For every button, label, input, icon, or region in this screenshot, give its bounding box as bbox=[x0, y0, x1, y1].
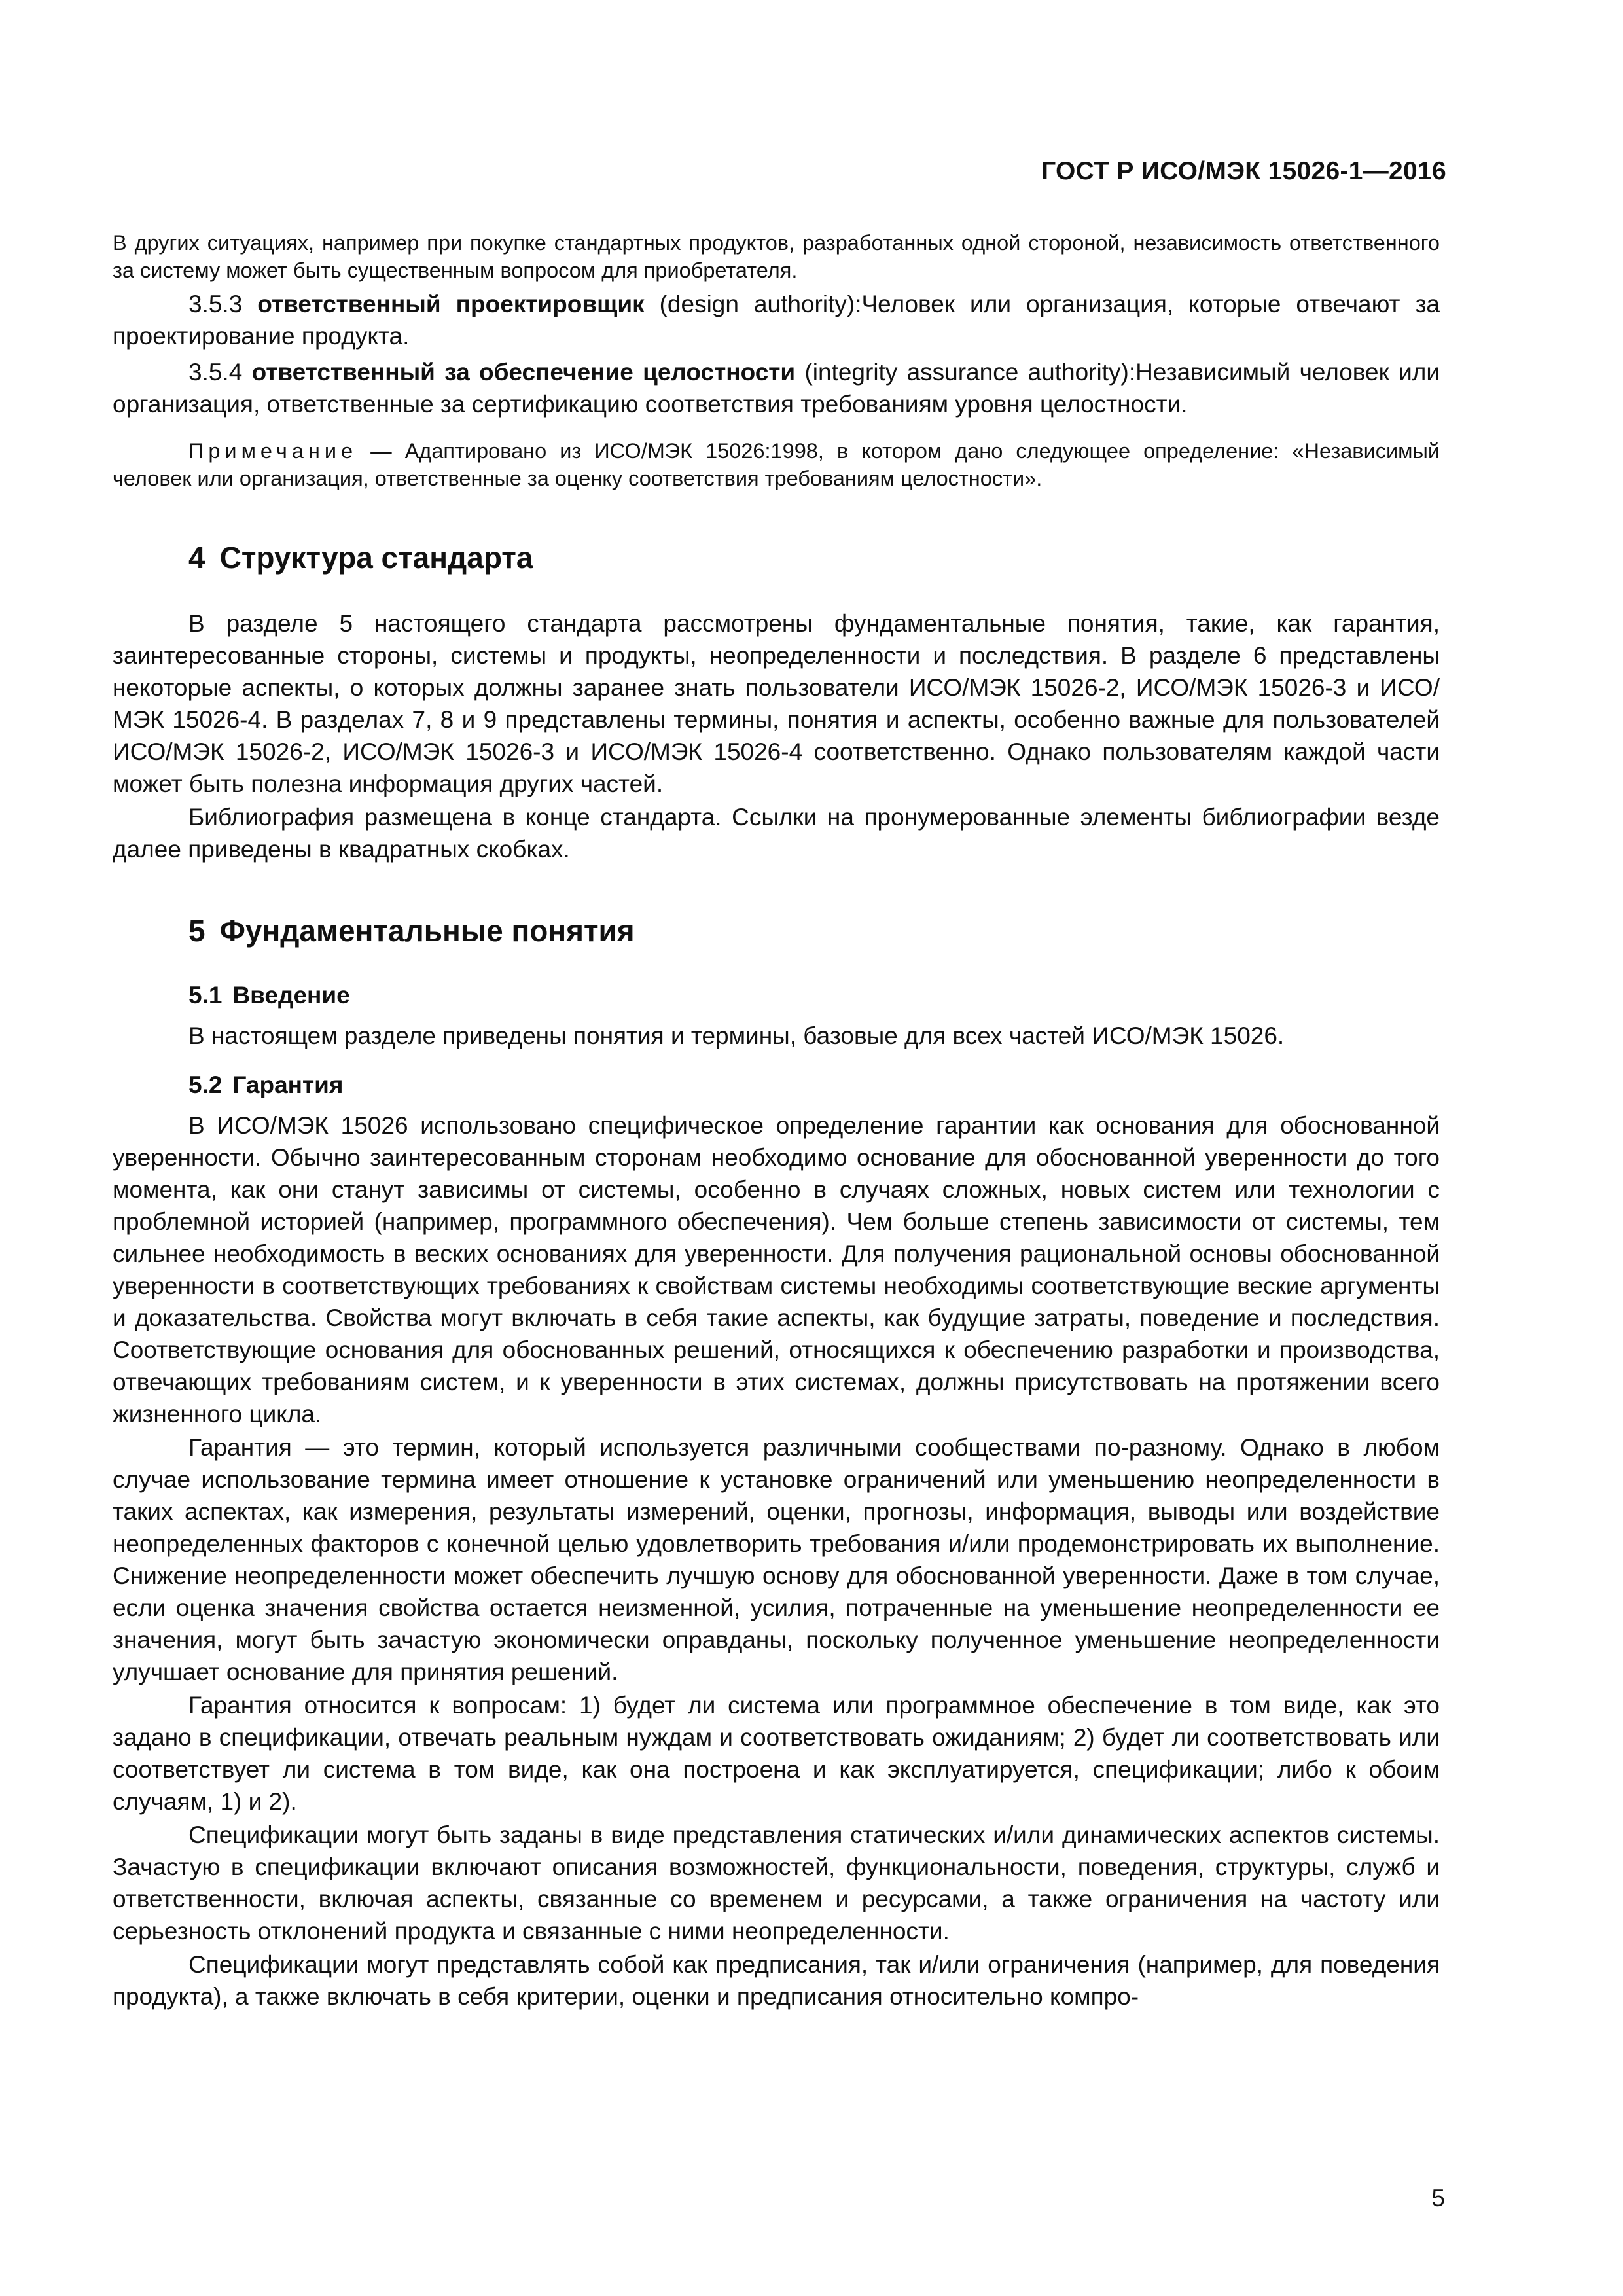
term-english: (integrity assurance authority) bbox=[804, 359, 1129, 386]
term-name: ответственный за обеспечение целостности bbox=[251, 359, 796, 386]
note-label: Примечание bbox=[188, 439, 358, 463]
section-4-heading bbox=[188, 539, 1440, 576]
section-title: Структура стандарта bbox=[219, 541, 533, 575]
page-number: 5 bbox=[1431, 2185, 1445, 2212]
term-3-5-3 bbox=[113, 288, 1440, 352]
term-3-5-4 bbox=[113, 356, 1440, 420]
note bbox=[113, 437, 1440, 492]
intro-paragraph: В других ситуациях, например при покупке стандартных продуктов, разработанных одной стороной, независимость ответственного за систему может быть существенным вопросом для приобретателя. bbox=[113, 231, 1440, 282]
subsection-number: 5.1 bbox=[188, 982, 223, 1009]
subsection-5-2-paragraph: Гарантия относится к вопросам: 1) будет ли система или программное обеспечение в том виде, как это задано в спецификации, отвечать реальным нуждам и соответствовать ожиданиям; 2) будет ли соответствовать или соответствует ли система в том виде, как она построена и как эксплуатируется, спецификации; либо к обоим случаям, 1) и 2). bbox=[113, 1692, 1440, 1815]
section-number: 5 bbox=[188, 914, 205, 948]
term-name: ответственный проектировщик bbox=[257, 291, 645, 317]
section-4-paragraph: Библиография размещена в конце стандарта. Ссылки на пронумерованные элементы библиографии везде далее приведены в квадратных скобках. bbox=[113, 804, 1440, 863]
term-english: (design authority) bbox=[659, 291, 855, 317]
subsection-5-1-text: В настоящем разделе приведены понятия и термины, базовые для всех частей ИСО/МЭК 15026. bbox=[188, 1022, 1285, 1049]
subsection-title: Введение bbox=[232, 982, 350, 1009]
term-definition: :Человек или организация, которые отвечают за проектирование продукта. bbox=[113, 291, 1440, 350]
standard-header: ГОСТ Р ИСО/МЭК 15026-1—2016 bbox=[1041, 157, 1446, 185]
page-content bbox=[113, 229, 1440, 2014]
section-5-heading bbox=[188, 912, 1440, 949]
subsection-5-2-paragraph: Спецификации могут быть заданы в виде представления статических и/или динамических аспектов системы. Зачастую в спецификации включают описания возможностей, функциональности, поведения, структуры, служб и ответственности, включая аспекты, связанные со временем и ресурсами, а также ограничения на частоту или серьезность отклонений продукта и связанные с ними неопределенности. bbox=[113, 1821, 1440, 1945]
section-title: Фундаментальные понятия bbox=[219, 914, 635, 948]
term-number: 3.5.3 bbox=[188, 291, 243, 317]
section-4-paragraph: В разделе 5 настоящего стандарта рассмотрены фундаментальные понятия, такие, как гарантия, заинтересованные стороны, системы и продукты, неопределенности и последствия. В разделе 6 представлены некоторые аспекты, о которых должны заранее знать пользователи ИСО/МЭК 15026-2, ИСО/МЭК 15026-3 и ИСО/МЭК 15026-4. В разделах 7, 8 и 9 представлены термины, понятия и аспекты, особенно важные для пользователей ИСО/МЭК 15026-2, ИСО/МЭК 15026-3 и ИСО/МЭК 15026-4 соответственно. Однако пользователям каждой части может быть полезна информация других частей. bbox=[113, 610, 1440, 797]
subsection-5-1-heading bbox=[188, 980, 1440, 1011]
subsection-5-2-paragraph: Спецификации могут представлять собой как предписания, так и/или ограничения (например, для поведения продукта), а также включать в себя критерии, оценки и предписания относительно компро- bbox=[113, 1951, 1440, 2010]
term-number: 3.5.4 bbox=[188, 359, 243, 386]
subsection-number: 5.2 bbox=[188, 1071, 223, 1098]
subsection-5-2-heading bbox=[188, 1070, 1440, 1100]
subsection-5-2-paragraph: Гарантия — это термин, который используется различными сообществами по-разному. Однако в любом случае использование термина имеет отношение к установке ограничений или уменьшению неопределенности в таких аспектах, как измерения, результаты измерений, оценки, прогнозы, информация, выводы или воздействие неопределенных факторов с конечной целью удовлетворить требования и/или продемонстрировать их выполнение. Снижение неопределенности может обеспечить лучшую основу для обоснованной уверенности. Даже в том случае, если оценка значения свойства остается неизменной, усилия, потраченные на уменьшение неопределенности ее значения, могут быть зачастую экономически оправданы, поскольку полученное уменьшение неопределенности улучшает основание для принятия решений. bbox=[113, 1434, 1440, 1685]
subsection-5-2-paragraph: В ИСО/МЭК 15026 использовано специфическое определение гарантии как основания для обоснованной уверенности. Обычно заинтересованным сторонам необходимо основание для обоснованной уверенности до того момента, как они станут зависимы от системы, особенно в случаях сложных, новых систем или технологии с проблемной историей (например, программного обеспечения). Чем больше степень зависимости от системы, тем сильнее необходимость в веских основаниях для уверенности. Для получения рациональной основы обоснованной уверенности в соответствующих требованиях к свойствам системы необходимы соответствующие веские аргументы и доказательства. Свойства могут включать в себя такие аспекты, как будущие затраты, поведение и последствия. Соответствующие основания для обоснованных решений, относящихся к обеспечению разработки и производства, отвечающих требованиям систем, и к уверенности в этих системах, должны присутствовать на протяжении всего жизненного цикла. bbox=[113, 1112, 1440, 1427]
note-text: — Адаптировано из ИСО/МЭК 15026:1998, в котором дано следующее определение: «Независимый человек или организация, ответственные за оценку соответствия требованиям целостности». bbox=[113, 439, 1440, 490]
subsection-title: Гарантия bbox=[232, 1071, 344, 1098]
term-definition: :Независимый человек или организация, ответственные за сертификацию соответствия требованиям уровня целостности. bbox=[113, 359, 1440, 418]
section-number: 4 bbox=[188, 541, 205, 575]
